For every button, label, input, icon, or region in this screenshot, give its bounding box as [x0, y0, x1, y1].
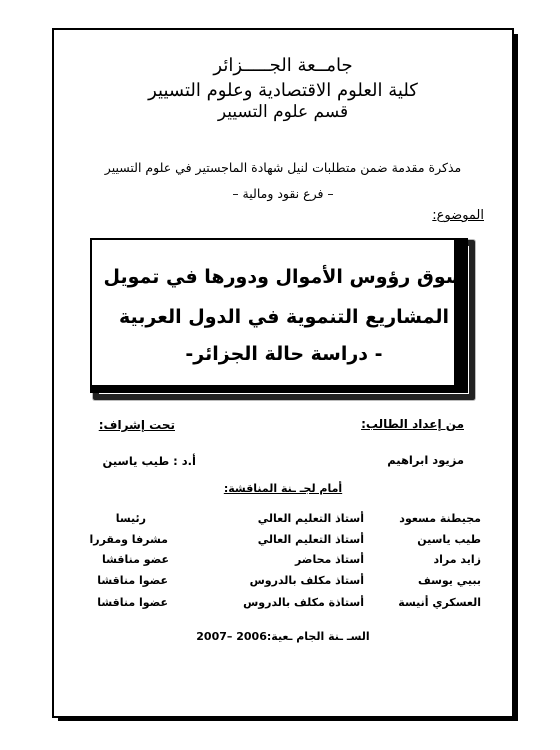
member-rank: أستاذ التعليم العالي: [257, 512, 364, 525]
member-name: زايد مراد: [433, 553, 481, 566]
memo-purpose: مذكرة مقدمة ضمن متطلبات لنيل شهادة الماجستير في علوم التسيير: [104, 160, 462, 175]
department-name: قسم علوم التسيير: [217, 102, 349, 122]
subject-label: الموضوع:: [432, 208, 484, 223]
committee-row: [0, 553, 560, 571]
academic-year: السـ ـنة الجام ـعية:2006 –2007: [196, 630, 370, 643]
member-rank: أستاذ مكلف بالدروس: [249, 574, 364, 587]
member-rank: أستاذ التعليم العالي: [257, 533, 364, 546]
member-role: رئيسا: [115, 512, 146, 525]
faculty-name: كلية العلوم الاقتصادية وعلوم التسيير: [148, 80, 418, 101]
member-name: طيب ياسين: [417, 533, 481, 546]
member-role: عضوا مناقشا: [97, 574, 168, 587]
committee-row: [0, 596, 560, 614]
member-name: مجيطنة مسعود: [399, 512, 481, 525]
member-rank: أستاذة مكلف بالدروس: [243, 596, 364, 609]
member-rank: أستاذ محاضر: [294, 553, 364, 566]
member-role: مشرفا ومقررا: [89, 533, 168, 546]
title-line-1: سوق رؤوس الأموال ودورها في تمويل: [103, 266, 465, 288]
memo-branch: – فرع نقود ومالية –: [232, 186, 334, 201]
page-shadow-right: [514, 34, 518, 721]
committee-row: [0, 533, 560, 551]
member-name: ببيي يوسف: [417, 574, 481, 587]
page-shadow-bottom: [58, 718, 518, 721]
member-role: عضو مناقشا: [101, 553, 169, 566]
title-line-3: - دراسة حالة الجزائر-: [185, 343, 383, 365]
committee-row: [0, 512, 560, 530]
prepared-by-label: من إعداد الطالب:: [361, 417, 464, 431]
member-role: عضوا مناقشا: [97, 596, 168, 609]
supervisor-name: أ.د : طيب ياسين: [102, 454, 196, 468]
committee-label: أمام لجـ ـنة المناقشة:: [223, 482, 343, 495]
member-name: العسكري أنيسة: [398, 596, 481, 609]
committee-row: [0, 574, 560, 592]
student-name: مزيود ابراهيم: [387, 453, 464, 467]
supervision-label: تحت إشراف:: [98, 418, 175, 432]
title-line-2: المشاريع التنموية في الدول العربية: [118, 306, 449, 328]
university-name: جامــعة الجـــــزائر: [213, 55, 353, 76]
